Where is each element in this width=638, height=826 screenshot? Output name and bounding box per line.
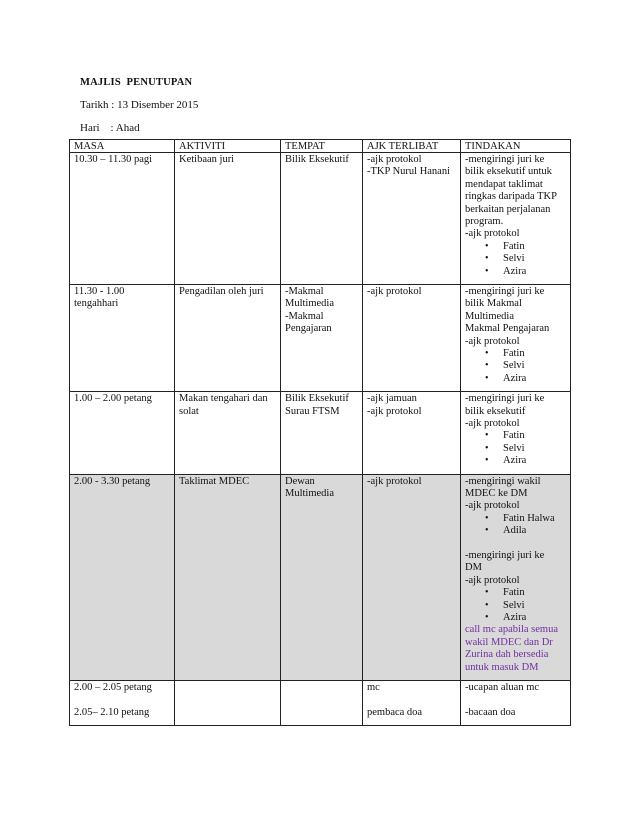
- tindakan-line: -ajk protokol: [465, 228, 520, 240]
- tindakan-line: -ajk protokol: [465, 418, 520, 430]
- table-row: [70, 681, 571, 726]
- schedule-table: [69, 139, 571, 726]
- cell-ajk-terlibat-line: mc: [367, 682, 380, 694]
- cell-aktiviti: [175, 392, 281, 474]
- purple-note: [465, 624, 567, 674]
- purple-note-line: call mc apabila semua: [465, 624, 558, 636]
- bullet-item: • Azira: [465, 612, 567, 624]
- cell-masa-line: 2.05– 2.10 petang: [74, 706, 150, 718]
- cell-tindakan: [461, 285, 571, 392]
- cell-masa: [70, 153, 175, 285]
- cell-aktiviti: [175, 474, 281, 680]
- bullet-item: • Fatin: [465, 241, 567, 253]
- column-header-ajk-terlibat: AJK TERLIBAT: [363, 140, 461, 153]
- cell-tempat-line: Dewan: [285, 475, 315, 487]
- bullet-item: • Azira: [465, 266, 567, 278]
- cell-ajk-terlibat-line: -ajk protokol: [367, 475, 422, 487]
- cell-tempat-line: Surau FTSM: [285, 405, 340, 417]
- tindakan-line: Makmal Pengajaran: [465, 323, 550, 335]
- schedule-body: [70, 153, 571, 726]
- cell-masa-line: 1.00 – 2.00 petang: [74, 393, 152, 405]
- purple-note-line: wakil MDEC dan Dr: [465, 636, 553, 648]
- tindakan-line: -mengiringi wakil: [465, 475, 541, 487]
- cell-ajk-terlibat: [363, 681, 461, 726]
- cell-aktiviti-line: Taklimat MDEC: [179, 475, 250, 487]
- bullet-list: [465, 513, 567, 538]
- cell-ajk-terlibat-line: -ajk protokol: [367, 154, 422, 165]
- tindakan-line: MDEC ke DM: [465, 488, 528, 500]
- bullet-item: • Fatin: [465, 587, 567, 599]
- cell-ajk-terlibat-line: pembaca doa: [367, 706, 423, 718]
- bullet-item: • Fatin: [465, 430, 567, 442]
- table-header-row: [70, 140, 571, 153]
- cell-tindakan: [461, 474, 571, 680]
- bullet-list: [465, 241, 567, 278]
- bullet-item: • Fatin Halwa: [465, 513, 567, 525]
- tindakan-line: -ajk protokol: [465, 500, 520, 512]
- cell-aktiviti-line: Makan tengahari dan: [179, 393, 268, 405]
- day-line: Hari : Ahad: [80, 122, 140, 134]
- cell-tempat-line: Bilik Eksekutif: [285, 393, 349, 405]
- tindakan-line: bilik eksekutif untuk: [465, 166, 552, 178]
- cell-tempat: [281, 285, 363, 392]
- cell-ajk-terlibat-line: -ajk protokol: [367, 405, 422, 417]
- cell-tempat: [281, 153, 363, 285]
- page-title: MAJLIS PENUTUPAN: [80, 77, 193, 88]
- tindakan-line: bilik eksekutif: [465, 405, 526, 417]
- cell-masa-line: 2.00 – 2.05 petang: [74, 682, 152, 694]
- cell-tempat: [281, 474, 363, 680]
- cell-aktiviti-line: solat: [179, 405, 199, 417]
- table-row: [70, 392, 571, 474]
- bullet-item: • Azira: [465, 373, 567, 385]
- cell-tempat-line: Bilik Eksekutif: [285, 154, 349, 165]
- tindakan-line: -mengiringi juri ke: [465, 154, 545, 165]
- cell-tempat: [281, 392, 363, 474]
- tindakan-line: bilik Makmal: [465, 298, 522, 310]
- tindakan-line: mendapat taklimat: [465, 178, 543, 190]
- cell-aktiviti: [175, 153, 281, 285]
- cell-ajk-terlibat-line: -ajk jamuan: [367, 393, 417, 405]
- cell-masa-line: 11.30 - 1.00: [74, 286, 125, 298]
- cell-tempat-line: Pengajaran: [285, 323, 332, 335]
- tindakan-line: -mengiringi juri ke: [465, 393, 545, 405]
- cell-ajk-terlibat: [363, 474, 461, 680]
- table-row: [70, 285, 571, 392]
- column-header-tempat: TEMPAT: [281, 140, 363, 153]
- cell-tempat-line: -Makmal: [285, 310, 324, 322]
- cell-masa-line: [74, 694, 171, 706]
- table-row: [70, 474, 571, 680]
- bullet-list: [465, 587, 567, 624]
- cell-ajk-terlibat: [363, 153, 461, 285]
- purple-note-line: Zurina dah bersedia: [465, 649, 549, 661]
- cell-masa-line: tengahhari: [74, 298, 119, 310]
- tindakan-line: -mengiringi juri ke: [465, 286, 545, 298]
- cell-aktiviti: [175, 681, 281, 726]
- cell-tempat-line: Multimedia: [285, 488, 334, 500]
- table-row: [70, 153, 571, 285]
- bullet-item: • Adila: [465, 525, 567, 537]
- tindakan-line: [465, 694, 567, 706]
- date-line: Tarikh : 13 Disember 2015: [80, 99, 199, 111]
- purple-note-line: untuk masuk DM: [465, 661, 539, 673]
- cell-masa: [70, 474, 175, 680]
- cell-tindakan: [461, 392, 571, 474]
- tindakan-line: -mengiringi juri ke: [465, 550, 545, 561]
- column-header-masa: MASA: [70, 140, 175, 153]
- spacer: [465, 538, 567, 550]
- tindakan-line: berkaitan perjalanan: [465, 203, 551, 215]
- bullet-item: • Fatin: [465, 348, 567, 360]
- tindakan-line: ringkas daripada TKP: [465, 191, 557, 203]
- cell-ajk-terlibat-line: -ajk protokol: [367, 286, 422, 298]
- bullet-item: • Selvi: [465, 253, 567, 265]
- column-header-tindakan: TINDAKAN: [461, 140, 571, 153]
- cell-tempat-line: -Makmal: [285, 286, 324, 298]
- cell-ajk-terlibat: [363, 392, 461, 474]
- bullet-item: • Selvi: [465, 360, 567, 372]
- bullet-item: • Selvi: [465, 600, 567, 612]
- cell-ajk-terlibat-line: -TKP Nurul Hanani: [367, 166, 451, 178]
- cell-masa-line: 2.00 - 3.30 petang: [74, 475, 151, 487]
- tindakan-line: -ajk protokol: [465, 335, 520, 347]
- cell-ajk-terlibat-line: [367, 694, 457, 706]
- tindakan-line: program.: [465, 216, 504, 228]
- tindakan-line: DM: [465, 562, 482, 574]
- tindakan-line: -ucapan aluan mc: [465, 682, 540, 694]
- cell-tindakan: [461, 681, 571, 726]
- bullet-item: • Azira: [465, 455, 567, 467]
- column-header-aktiviti: AKTIVITI: [175, 140, 281, 153]
- cell-ajk-terlibat: [363, 285, 461, 392]
- cell-tindakan: [461, 153, 571, 285]
- cell-aktiviti-line: Ketibaan juri: [179, 154, 235, 165]
- tindakan-line: -bacaan doa: [465, 706, 516, 718]
- bullet-list: [465, 430, 567, 467]
- bullet-list: [465, 348, 567, 385]
- tindakan-line: Multimedia: [465, 310, 514, 322]
- cell-tempat: [281, 681, 363, 726]
- cell-tempat-line: Multimedia: [285, 298, 334, 310]
- cell-masa: [70, 392, 175, 474]
- cell-aktiviti: [175, 285, 281, 392]
- bullet-item: • Selvi: [465, 443, 567, 455]
- cell-masa: [70, 681, 175, 726]
- cell-masa-line: 10.30 – 11.30 pagi: [74, 154, 153, 165]
- cell-aktiviti-line: Pengadilan oleh juri: [179, 286, 264, 298]
- cell-masa: [70, 285, 175, 392]
- tindakan-line: -ajk protokol: [465, 574, 520, 586]
